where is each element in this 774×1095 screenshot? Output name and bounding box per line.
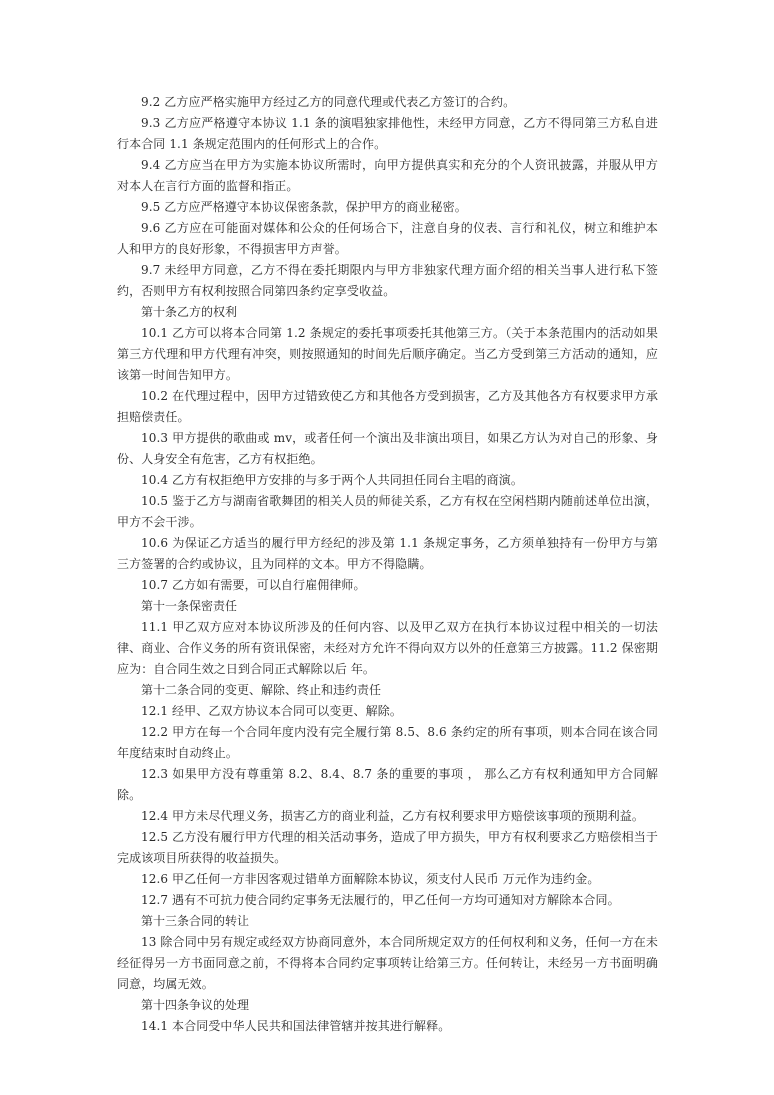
clause-14-1: 14.1 本合同受中华人民共和国法律管辖并按其进行解释。	[141, 1019, 451, 1033]
section-heading-11: 第十一条保密责任	[141, 599, 238, 613]
clause-13: 13 除合同中另有规定或经双方协商同意外，本合同所规定双方的任何权利和义务，任何一方在未经征得另一方书面同意之前，不得将本合同约定事项转让给第三方。任何转让，未经另一方书面明确同意，均属无效。	[117, 935, 658, 991]
section-heading-12: 第十二条合同的变更、解除、终止和违约责任	[141, 683, 382, 697]
section-heading-13: 第十三条合同的转让	[141, 914, 250, 928]
clause-10-5: 10.5 鉴于乙方与湖南省歌舞团的相关人员的师徒关系，乙方有权在空闲档期内随前述单位出演，甲方不会干涉。	[117, 494, 658, 529]
clause-12-2: 12.2 甲方在每一个合同年度内没有完全履行第 8.5、8.6 条约定的所有事项，则本合同在该合同年度结束时自动终止。	[117, 725, 658, 760]
document-page	[117, 92, 658, 1037]
clause-12-7: 12.7 遇有不可抗力使合同约定事务无法履行的，甲乙任何一方均可通知对方解除本合同。	[141, 893, 620, 907]
clause-10-7: 10.7 乙方如有需要，可以自行雇佣律师。	[141, 578, 366, 592]
clause-11-1: 11.1 甲乙双方应对本协议所涉及的任何内容、以及甲乙双方在执行本协议过程中相关的一切法律、商业、合作义务的所有资讯保密，未经对方允许不得向双方以外的任意第三方披露。11.2 保密期应为：自合同生效之日到合同正式解除以后 年。	[117, 620, 658, 676]
clause-12-5: 12.5 乙方没有履行甲方代理的相关活动事务，造成了甲方损失，甲方有权利要求乙方赔偿相当于完成该项目所获得的收益损失。	[117, 830, 658, 865]
clause-9-4: 9.4 乙方应当在甲方为实施本协议所需时，向甲方提供真实和充分的个人资讯披露，并服从甲方对本人在言行方面的监督和指正。	[117, 158, 658, 193]
clause-12-3: 12.3 如果甲方没有尊重第 8.2、8.4、8.7 条的重要的事项 ， 那么乙方有权利通知甲方合同解除。	[117, 767, 658, 802]
clause-10-3: 10.3 甲方提供的歌曲或 mv，或者任何一个演出及非演出项目，如果乙方认为对自己的形象、身份、人身安全有危害，乙方有权拒绝。	[117, 431, 658, 466]
clause-9-2: 9.2 乙方应严格实施甲方经过乙方的同意代理或代表乙方签订的合约。	[141, 95, 516, 109]
clause-10-1: 10.1 乙方可以将本合同第 1.2 条规定的委托事项委托其他第三方。（关于本条范围内的活动如果第三方代理和甲方代理有冲突，则按照通知的时间先后顺序确定。当乙方受到第三方活动的通知，应该第一时间告知甲方。	[117, 326, 658, 382]
clause-12-1: 12.1 经甲、乙双方协议本合同可以变更、解除。	[141, 704, 402, 718]
clause-10-2: 10.2 在代理过程中，因甲方过错致使乙方和其他各方受到损害，乙方及其他各方有权要求甲方承担赔偿责任。	[117, 389, 658, 424]
section-heading-14: 第十四条争议的处理	[141, 998, 250, 1012]
clause-9-5: 9.5 乙方应严格遵守本协议保密条款，保护甲方的商业秘密。	[141, 200, 467, 214]
clause-9-3: 9.3 乙方应严格遵守本协议 1.1 条的演唱独家排他性，未经甲方同意，乙方不得同第三方私自进行本合同 1.1 条规定范围内的任何形式上的合作。	[117, 116, 658, 151]
clause-10-4: 10.4 乙方有权拒绝甲方安排的与多于两个人共同担任同台主唱的商演。	[141, 473, 523, 487]
clause-12-4: 12.4 甲方未尽代理义务，损害乙方的商业利益，乙方有权利要求甲方赔偿该事项的预期利益。	[141, 809, 644, 823]
section-heading-10: 第十条乙方的权利	[141, 305, 238, 319]
clause-9-6: 9.6 乙方应在可能面对媒体和公众的任何场合下，注意自身的仪表、言行和礼仪，树立和维护本人和甲方的良好形象，不得损害甲方声誉。	[117, 221, 658, 256]
clause-10-6: 10.6 为保证乙方适当的履行甲方经纪的涉及第 1.1 条规定事务，乙方须单独持有一份甲方与第三方签署的合约或协议，且为同样的文本。甲方不得隐瞒。	[117, 536, 658, 571]
clause-9-7: 9.7 未经甲方同意，乙方不得在委托期限内与甲方非独家代理方面介绍的相关当事人进行私下签约，否则甲方有权利按照合同第四条约定享受收益。	[117, 263, 658, 298]
clause-12-6: 12.6 甲乙任何一方非因客观过错单方面解除本协议，须支付人民币 万元作为违约金。	[141, 872, 600, 886]
